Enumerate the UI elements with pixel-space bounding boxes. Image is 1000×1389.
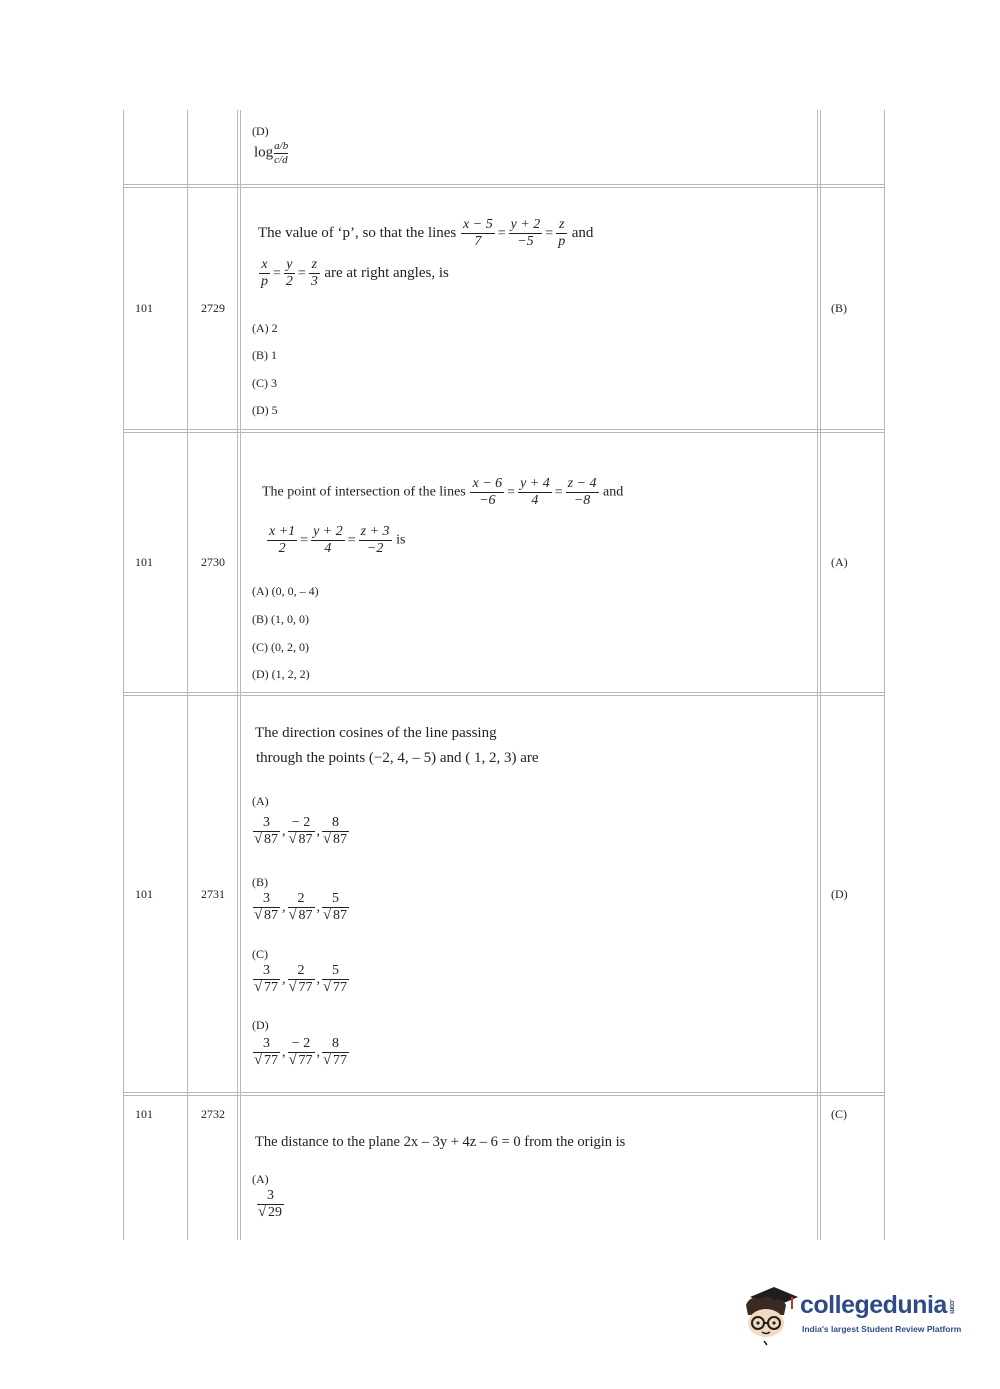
- question-stem: The direction cosines of the line passing: [255, 725, 497, 741]
- fraction-numerator: − 2: [291, 1036, 311, 1051]
- row-code: 101: [135, 301, 153, 315]
- row-separator: [123, 1095, 885, 1096]
- fraction-denominator: 2: [267, 540, 297, 557]
- fraction-numerator: x: [261, 257, 268, 272]
- fraction-numerator: 8: [332, 1036, 339, 1051]
- sqrt-radicand: 29: [268, 1205, 282, 1220]
- fraction-numerator: x +1: [269, 524, 296, 539]
- connector-text: and: [603, 484, 624, 500]
- question-stem: The distance to the plane 2x – 3y + 4z – 6 = 0 from the origin is: [255, 1134, 626, 1150]
- row-separator: [123, 187, 885, 188]
- fraction-numerator: 8: [332, 815, 339, 830]
- line-equation-2: $\frac{x +1}{2}$ = $\frac{y + 2}{4}$ = $\frac{z + 3}{-2}$: [269, 524, 390, 556]
- sqrt-radicand: 77: [264, 980, 278, 995]
- connector-text: and: [571, 224, 594, 241]
- row-separator: [123, 429, 885, 430]
- question-text: [258, 217, 593, 250]
- fraction-numerator: 5: [332, 963, 339, 978]
- option-b: (B) (1, 0, 0): [252, 612, 309, 626]
- fraction-numerator: z: [558, 217, 565, 232]
- fraction-numerator: 3: [263, 891, 270, 906]
- sqrt-radicand: 87: [264, 908, 278, 923]
- fraction-numerator: x − 6: [472, 476, 503, 491]
- row-separator: [123, 432, 885, 433]
- fraction-numerator: y + 4: [520, 476, 550, 491]
- answer-key: (A): [831, 555, 848, 569]
- option-d-label: (D): [252, 124, 269, 138]
- sqrt-radicand: 77: [298, 1053, 313, 1068]
- option-c: (C) 3: [252, 376, 277, 390]
- brand-name: [800, 1291, 955, 1320]
- fraction-denominator: p: [261, 274, 268, 289]
- sqrt-radicand: 87: [298, 908, 313, 923]
- fraction-numerator: 3: [263, 1036, 270, 1051]
- question-text-line-2: [266, 524, 405, 557]
- sqrt-radicand: 87: [333, 908, 347, 923]
- table-divider-1: [187, 110, 188, 1240]
- option-a-label: (A): [252, 1172, 269, 1186]
- fraction-denominator: −6: [470, 492, 504, 509]
- table-divider-2: [237, 110, 238, 1240]
- answer-key: (C): [831, 1107, 847, 1121]
- option-c-label: (C): [252, 947, 268, 961]
- option-a-math: [256, 1188, 285, 1221]
- option-d: (D) (1, 2, 2): [252, 667, 310, 681]
- option-b-math: 3 √ 87 , 2 √ 87 , 5 √ 87: [252, 891, 350, 924]
- option-b-label: (B): [252, 875, 268, 889]
- fraction-numerator: z − 4: [567, 476, 597, 491]
- sqrt-radicand: 77: [298, 980, 313, 995]
- fraction-numerator: y + 2: [510, 217, 541, 232]
- table-border-right: [884, 110, 885, 1240]
- option-d-label: (D): [252, 1018, 269, 1032]
- collegedunia-logo: [740, 1283, 970, 1353]
- option-b: (B) 1: [252, 348, 277, 362]
- fraction-numerator: − 2: [291, 815, 311, 830]
- question-stem: The point of intersection of the lines: [262, 484, 466, 500]
- question-number: 2731: [201, 887, 225, 901]
- sqrt-radicand: 77: [264, 1053, 278, 1068]
- option-a: (A) 2: [252, 321, 278, 335]
- fraction-numerator: z: [311, 257, 318, 272]
- question-text: [262, 476, 623, 509]
- brand-text: collegedunia: [800, 1291, 947, 1319]
- option-c-math: 3 √ 77 , 2 √ 77 , 5 √ 77: [252, 963, 350, 996]
- answer-key: (B): [831, 301, 847, 315]
- table-divider-3b: [820, 110, 821, 1240]
- mascot-icon: [740, 1283, 798, 1347]
- brand-suffix: .com: [947, 1299, 955, 1314]
- fraction-denominator: −2: [359, 540, 392, 557]
- option-a-math: 3 √ 87 , − 2 √ 87 , 8 √ 87: [252, 815, 350, 848]
- answer-key: (D): [831, 887, 848, 901]
- log-expression: [254, 140, 288, 166]
- fraction-numerator: y + 2: [313, 524, 343, 539]
- option-d-math: 3 √ 77 , − 2 √ 77 , 8 √ 77: [252, 1036, 350, 1069]
- table-divider-2b: [240, 110, 241, 1240]
- fraction-numerator: 2: [297, 963, 305, 978]
- option-c: (C) (0, 2, 0): [252, 640, 309, 654]
- row-code: 101: [135, 1107, 153, 1121]
- line-equation-1: $\frac{x - 5}{7}$ = $\frac{y + 2}{-5}$ = $\frac{z}{p}$: [463, 217, 566, 249]
- log-sub: c/d: [274, 154, 288, 166]
- fraction-denominator: 4: [311, 540, 345, 557]
- question-stem-line-2: through the points (−2, 4, – 5) and ( 1, 2, 3) are: [256, 750, 539, 766]
- fraction-numerator: 3: [263, 815, 270, 830]
- question-tail: is: [396, 532, 406, 548]
- log-base: log: [254, 144, 274, 161]
- line-equation-1: $\frac{x - 6}{-6}$ = $\frac{y + 4}{4}$ = $\frac{z - 4}{-8}$: [472, 476, 597, 508]
- fraction-numerator: z + 3: [360, 524, 390, 539]
- row-code: 101: [135, 555, 153, 569]
- row-separator: [123, 1092, 885, 1093]
- question-number: 2732: [201, 1107, 225, 1121]
- row-separator: [123, 184, 885, 185]
- line-equation-2: $\frac{x}{p}$ = $\frac{y}{2}$ = $\frac{z}{3}$: [261, 257, 318, 289]
- row-code: 101: [135, 887, 153, 901]
- fraction-numerator: y: [286, 257, 293, 272]
- fraction-numerator: 3: [267, 1188, 274, 1203]
- log-sup: a/b: [274, 140, 289, 152]
- question-number: 2729: [201, 301, 225, 315]
- fraction-denominator: p: [558, 234, 566, 249]
- fraction-denominator: −5: [509, 233, 543, 250]
- row-separator: [123, 692, 885, 693]
- question-stem: The value of ‘p’, so that the lines: [258, 224, 457, 241]
- row-separator: [123, 695, 885, 696]
- option-a-label: (A): [252, 794, 269, 808]
- fraction-numerator: x − 5: [463, 217, 493, 232]
- fraction-denominator: 2: [285, 274, 293, 289]
- fraction-numerator: 5: [332, 891, 339, 906]
- option-d: (D) 5: [252, 403, 278, 417]
- fraction-denominator: 7: [461, 233, 495, 250]
- table-border-left: [123, 110, 124, 1240]
- sqrt-radicand: 77: [333, 980, 347, 995]
- fraction-denominator: 4: [518, 492, 552, 509]
- sqrt-radicand: 77: [333, 1053, 347, 1068]
- brand-tagline: India's largest Student Review Platform: [802, 1324, 962, 1334]
- sqrt-radicand: 87: [264, 832, 278, 847]
- fraction-numerator: 3: [263, 963, 270, 978]
- fraction-denominator: 3: [310, 274, 318, 289]
- question-text-line-2: [258, 257, 449, 290]
- option-a: (A) (0, 0, – 4): [252, 584, 319, 598]
- sqrt-radicand: 87: [298, 832, 313, 847]
- table-divider-3: [817, 110, 818, 1240]
- question-number: 2730: [201, 555, 225, 569]
- fraction-numerator: 2: [297, 891, 305, 906]
- fraction-denominator: −8: [566, 492, 599, 509]
- question-tail: are at right angles, is: [324, 264, 449, 281]
- sqrt-radicand: 87: [333, 832, 347, 847]
